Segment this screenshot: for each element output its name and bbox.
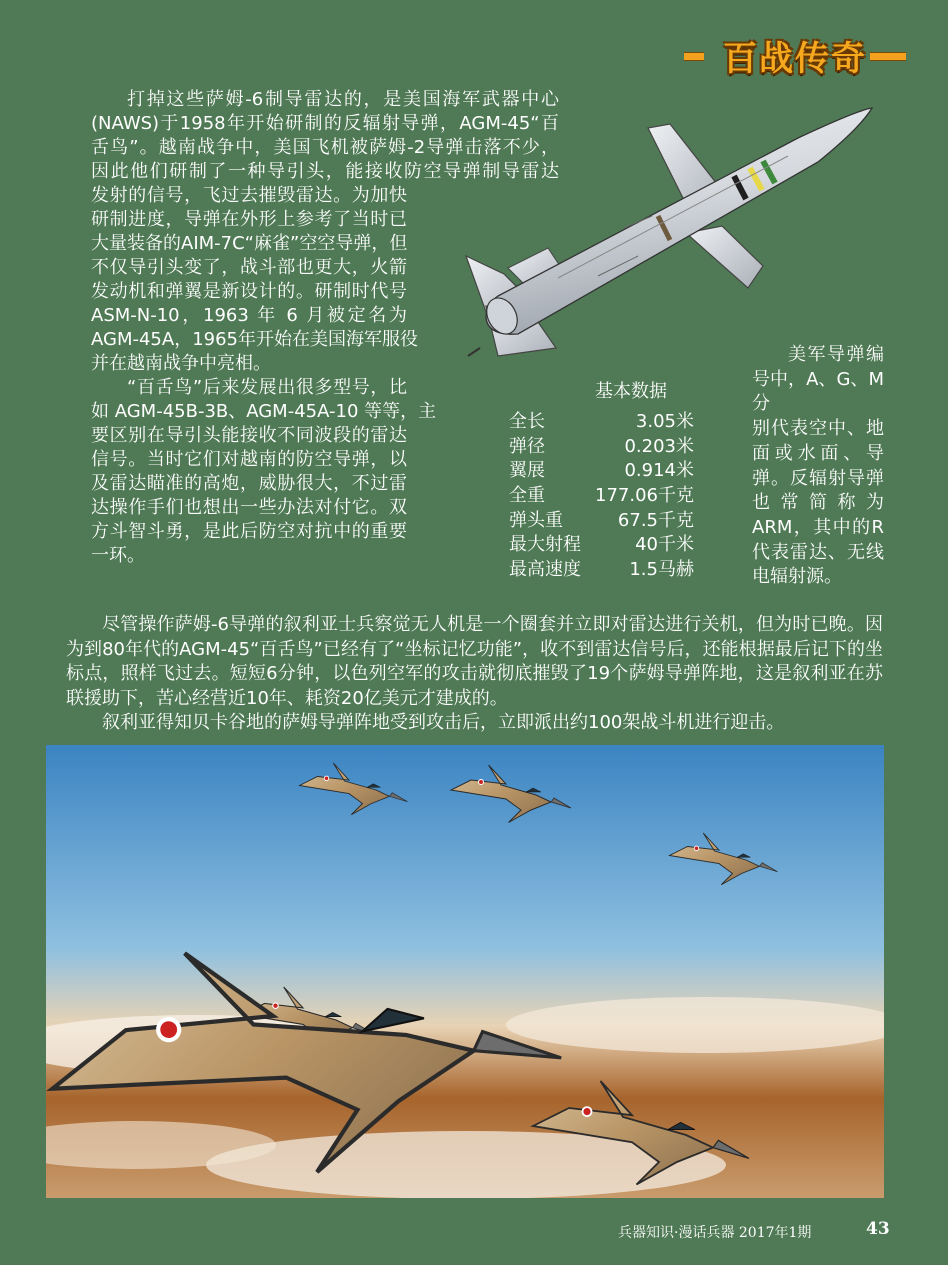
intro-p2-line: 如 AGM-45B-3B、AGM-45A-10 等等，主 xyxy=(91,401,437,422)
spec-value: 177.06千克 xyxy=(595,485,694,507)
spec-value: 40千米 xyxy=(635,534,694,556)
spec-value: 0.914米 xyxy=(624,460,694,482)
body-paragraph-1: 尽管操作萨姆-6导弹的叙利亚士兵察觉无人机是一个圈套并立即对雷达进行关机，但为时已晚。因为到80年代的AGM-45“百舌鸟”已经有了“坐标记忆功能”，收不到雷达信号后，还能根据最后记下的坐标点，照样飞过去。短短6分钟，以色列空军的攻击就彻底摧毁了19个萨姆导弹阵地，这是叙利亚在苏联援助下，苦心经营近10年、耗资20亿美元才建成的。 xyxy=(66,614,883,709)
intro-p1-line: ASM-N-10，1963 年 6 月被定名为 xyxy=(91,305,407,326)
side-note-line: 电辐射源。 xyxy=(752,566,842,588)
spec-value: 0.203米 xyxy=(624,435,694,457)
side-note-line: 代表雷达、无线 xyxy=(752,541,884,563)
spec-row xyxy=(509,459,694,484)
footer-text: 兵器知识·漫话兵器 2017年1期 xyxy=(618,1225,812,1241)
fighter-jets-illustration xyxy=(46,745,884,1198)
spec-value: 67.5千克 xyxy=(617,509,694,531)
intro-p1-line: (NAWS)于1958年开始研制的反辐射导弹，AGM-45“百 xyxy=(91,113,559,134)
spec-label: 最大射程 xyxy=(509,534,581,556)
spec-label: 翼展 xyxy=(509,460,545,482)
side-note-line: ARM，其中的R xyxy=(752,516,884,538)
spec-label: 最高速度 xyxy=(509,559,581,581)
side-note-line: 面或水面、导 xyxy=(752,442,884,464)
intro-p2-line: 及雷达瞄准的高炮，威胁很大，不过雷 xyxy=(91,473,407,494)
spec-row xyxy=(509,435,694,460)
spec-table xyxy=(509,410,694,583)
spec-row xyxy=(509,558,694,583)
intro-p1-line: 研制进度，导弹在外形上参考了当时已 xyxy=(91,209,407,230)
spec-row xyxy=(509,533,694,558)
intro-p1-line: 发射的信号，飞过去摧毁雷达。为加快 xyxy=(91,185,407,206)
intro-p2-line: 达操作手们也想出一些办法对付它。双 xyxy=(91,497,407,518)
spec-value: 1.5马赫 xyxy=(629,559,694,581)
intro-p1-line: 大量装备的AIM-7C“麻雀”空空导弹，但 xyxy=(91,233,408,254)
main-body-text xyxy=(66,613,883,736)
side-note-line: 号中，A、G、M分 xyxy=(752,368,884,415)
spec-row xyxy=(509,484,694,509)
intro-p2-line: 信号。当时它们对越南的防空导弹，以 xyxy=(91,449,407,470)
spec-row xyxy=(509,410,694,435)
intro-p1-line: 并在越南战争中亮相。 xyxy=(91,353,271,374)
section-badge xyxy=(684,32,906,78)
intro-p2-line: “百舌鸟”后来发展出很多型号，比 xyxy=(127,377,407,398)
badge-right-bar xyxy=(870,52,906,61)
side-note-line: 弹。反辐射导弹 xyxy=(752,467,884,489)
section-badge-text: 百战传奇 xyxy=(723,38,867,79)
spec-row xyxy=(509,509,694,534)
spec-label: 全重 xyxy=(509,485,545,507)
body-paragraph-2: 叙利亚得知贝卡谷地的萨姆导弹阵地受到攻击后，立即派出约100架战斗机进行迎击。 xyxy=(102,712,785,733)
spec-label: 弹径 xyxy=(509,435,545,457)
intro-paragraph-1 xyxy=(91,88,559,376)
intro-p1-line: 打掉这些萨姆-6制导雷达的，是美国海军武器中心 xyxy=(127,89,559,110)
side-note-line: 美军导弹编 xyxy=(788,344,884,365)
side-note-line: 别代表空中、地 xyxy=(752,418,884,440)
intro-p1-line: 发动机和弹翼是新设计的。研制时代号 xyxy=(91,281,407,302)
page-number: 43 xyxy=(866,1219,890,1239)
intro-p2-line: 方斗智斗勇，是此后防空对抗中的重要 xyxy=(91,521,407,542)
intro-p2-line: 一环。 xyxy=(91,545,145,566)
intro-p1-line: 不仅导引头变了，战斗部也更大，火箭 xyxy=(91,257,407,278)
spec-label: 全长 xyxy=(509,411,545,432)
agm-45-missile-illustration xyxy=(438,98,888,360)
intro-p2-line: 要区别在导引头能接收不同波段的雷达 xyxy=(91,425,407,446)
intro-p1-line: AGM-45A，1965年开始在美国海军服役 xyxy=(91,329,418,350)
side-note-line: 也常简称为 xyxy=(752,492,884,514)
spec-label: 弹头重 xyxy=(509,509,563,531)
side-note xyxy=(752,343,884,590)
intro-paragraph-2 xyxy=(91,376,437,568)
spec-value: 3.05米 xyxy=(635,411,694,432)
intro-p1-line: 舌鸟”。越南战争中，美国飞机被萨姆-2导弹击落不少， xyxy=(91,137,559,158)
badge-left-bar xyxy=(684,52,704,61)
spec-table-title: 基本数据 xyxy=(595,381,667,402)
intro-p1-line: 因此他们研制了一种导引头，能接收防空导弹制导雷达 xyxy=(91,161,559,182)
